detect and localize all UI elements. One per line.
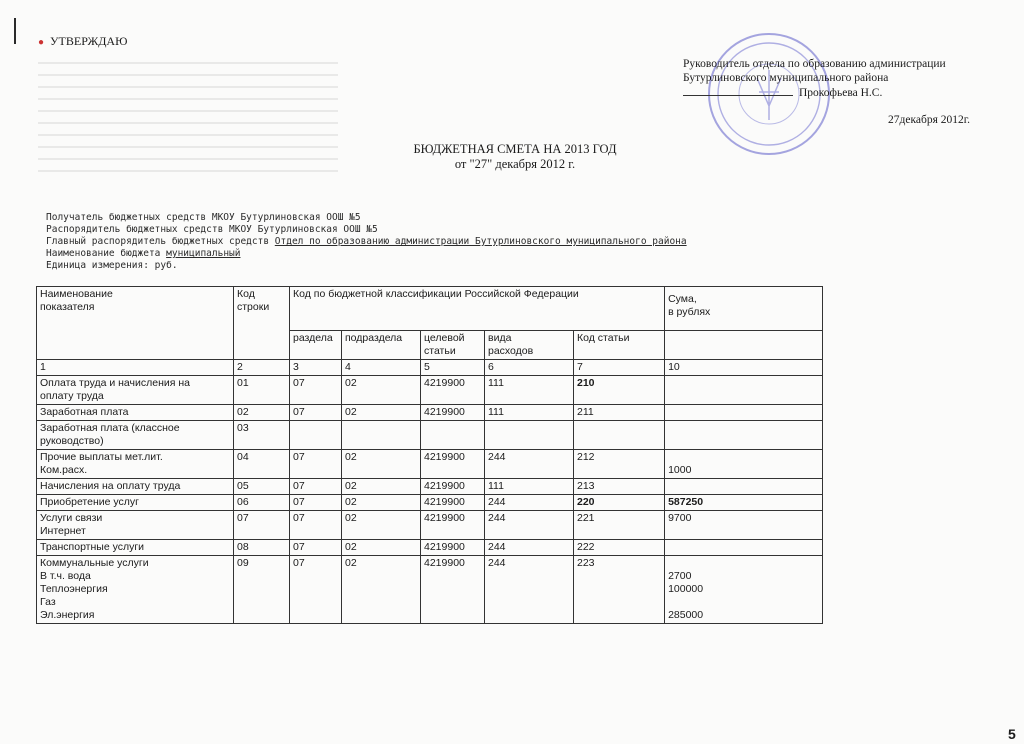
recipient-line: Получатель бюджетных средств МКОУ Бутурлиновская ООШ №5 xyxy=(46,212,361,223)
row-target: 4219900 xyxy=(421,405,485,421)
budget-name-label: Наименование бюджета xyxy=(46,248,161,259)
faded-bleedthrough xyxy=(38,52,338,217)
table-row xyxy=(37,495,823,511)
row-name: Приобретение услуг xyxy=(37,495,234,511)
row-subsection: 02 xyxy=(342,376,421,405)
row-section: 07 xyxy=(290,450,342,479)
row-sum xyxy=(665,376,823,405)
budget-name-value: муниципальный xyxy=(166,248,241,259)
row-sum xyxy=(665,421,823,450)
row-target xyxy=(421,421,485,450)
row-article: 220 xyxy=(574,495,665,511)
title-line: БЮДЖЕТНАЯ СМЕТА НА 2013 ГОД xyxy=(413,142,617,156)
column-number: 7 xyxy=(574,360,665,376)
approval-stamp-heading xyxy=(38,34,127,49)
row-section: 07 xyxy=(290,540,342,556)
budget-estimate-table xyxy=(36,286,823,624)
row-article: 212 xyxy=(574,450,665,479)
row-code: 06 xyxy=(234,495,290,511)
table-row xyxy=(37,405,823,421)
row-section: 07 xyxy=(290,405,342,421)
row-sum: 1000 xyxy=(665,450,823,479)
header-target: целевой статьи xyxy=(421,331,485,360)
approval-label: УТВЕРЖДАЮ xyxy=(50,34,128,48)
column-number: 1 xyxy=(37,360,234,376)
unit-line: Единица измерения: руб. xyxy=(46,260,178,271)
row-section: 07 xyxy=(290,511,342,540)
document-title xyxy=(300,142,730,172)
header-classification: Код по бюджетной классификации Российской Федерации xyxy=(290,287,665,331)
approver-name: Прокофьева Н.С. xyxy=(799,87,883,99)
row-article: 210 xyxy=(574,376,665,405)
header-row xyxy=(37,287,823,331)
row-subsection: 02 xyxy=(342,511,421,540)
header-sum: Сума, в рублях xyxy=(665,287,823,331)
column-numbers-row xyxy=(37,360,823,376)
bullet-icon: ● xyxy=(38,37,45,48)
main-manager-label: Главный распорядитель бюджетных средств xyxy=(46,236,270,247)
table-row xyxy=(37,511,823,540)
row-section xyxy=(290,421,342,450)
row-section: 07 xyxy=(290,479,342,495)
approver-block xyxy=(683,57,946,100)
header-sum-blank xyxy=(665,331,823,360)
row-expense-type xyxy=(485,421,574,450)
row-sum xyxy=(665,479,823,495)
column-number: 6 xyxy=(485,360,574,376)
column-number: 4 xyxy=(342,360,421,376)
row-subsection: 02 xyxy=(342,540,421,556)
row-section: 07 xyxy=(290,556,342,624)
row-code: 09 xyxy=(234,556,290,624)
row-expense-type: 244 xyxy=(485,511,574,540)
row-name: Заработная плата xyxy=(37,405,234,421)
column-number: 3 xyxy=(290,360,342,376)
row-sum: 9700 xyxy=(665,511,823,540)
page-number: 5 xyxy=(1008,726,1016,742)
column-number: 10 xyxy=(665,360,823,376)
row-target: 4219900 xyxy=(421,511,485,540)
scan-edge-mark xyxy=(14,18,16,44)
header-section: раздела xyxy=(290,331,342,360)
row-name: Прочие выплаты мет.лит. Ком.расх. xyxy=(37,450,234,479)
row-name: Оплата труда и начисления на оплату труда xyxy=(37,376,234,405)
document-details xyxy=(46,212,687,272)
row-subsection: 02 xyxy=(342,556,421,624)
row-expense-type: 111 xyxy=(485,376,574,405)
table-row xyxy=(37,450,823,479)
row-code: 02 xyxy=(234,405,290,421)
approver-position: Руководитель отдела по образованию администрации xyxy=(683,58,946,70)
row-expense-type: 244 xyxy=(485,495,574,511)
row-article: 221 xyxy=(574,511,665,540)
row-subsection: 02 xyxy=(342,479,421,495)
header-subsection: подраздела xyxy=(342,331,421,360)
row-article xyxy=(574,421,665,450)
main-manager-value: Отдел по образованию администрации Бутурлиновского муниципального района xyxy=(274,236,687,247)
header-expense-type: вида расходов xyxy=(485,331,574,360)
row-article: 222 xyxy=(574,540,665,556)
signature-line xyxy=(683,85,793,96)
row-expense-type: 111 xyxy=(485,405,574,421)
table-row xyxy=(37,556,823,624)
title-date: от "27" декабря 2012 г. xyxy=(454,157,576,171)
row-code: 03 xyxy=(234,421,290,450)
row-target: 4219900 xyxy=(421,479,485,495)
table-row xyxy=(37,540,823,556)
row-expense-type: 244 xyxy=(485,540,574,556)
header-article: Код статьи xyxy=(574,331,665,360)
row-section: 07 xyxy=(290,376,342,405)
row-code: 05 xyxy=(234,479,290,495)
column-number: 5 xyxy=(421,360,485,376)
approval-date: 27декабря 2012г. xyxy=(888,114,971,126)
row-name: Начисления на оплату труда xyxy=(37,479,234,495)
row-subsection: 02 xyxy=(342,405,421,421)
approver-district: Бутурлиновского муниципального района xyxy=(683,72,889,84)
row-sum: 587250 xyxy=(665,495,823,511)
row-section: 07 xyxy=(290,495,342,511)
row-name: Заработная плата (классное руководство) xyxy=(37,421,234,450)
row-target: 4219900 xyxy=(421,495,485,511)
row-code: 04 xyxy=(234,450,290,479)
row-expense-type: 244 xyxy=(485,556,574,624)
row-sum: 2700 100000 285000 xyxy=(665,556,823,624)
row-expense-type: 244 xyxy=(485,450,574,479)
column-number: 2 xyxy=(234,360,290,376)
table-row xyxy=(37,421,823,450)
row-code: 07 xyxy=(234,511,290,540)
row-code: 08 xyxy=(234,540,290,556)
table-row xyxy=(37,376,823,405)
row-subsection: 02 xyxy=(342,495,421,511)
row-target: 4219900 xyxy=(421,376,485,405)
row-subsection: 02 xyxy=(342,450,421,479)
row-name: Транспортные услуги xyxy=(37,540,234,556)
row-article: 223 xyxy=(574,556,665,624)
row-sum xyxy=(665,540,823,556)
table-row xyxy=(37,479,823,495)
row-article: 211 xyxy=(574,405,665,421)
manager-line: Распорядитель бюджетных средств МКОУ Бутурлиновская ООШ №5 xyxy=(46,224,378,235)
row-subsection xyxy=(342,421,421,450)
row-name: Услуги связи Интернет xyxy=(37,511,234,540)
row-code: 01 xyxy=(234,376,290,405)
header-code: Код строки xyxy=(234,287,290,360)
row-name: Коммунальные услуги В т.ч. вода Теплоэнергия Газ Эл.энергия xyxy=(37,556,234,624)
row-target: 4219900 xyxy=(421,556,485,624)
row-sum xyxy=(665,405,823,421)
header-name: Наименование показателя xyxy=(37,287,234,360)
row-article: 213 xyxy=(574,479,665,495)
row-target: 4219900 xyxy=(421,540,485,556)
row-expense-type: 111 xyxy=(485,479,574,495)
row-target: 4219900 xyxy=(421,450,485,479)
